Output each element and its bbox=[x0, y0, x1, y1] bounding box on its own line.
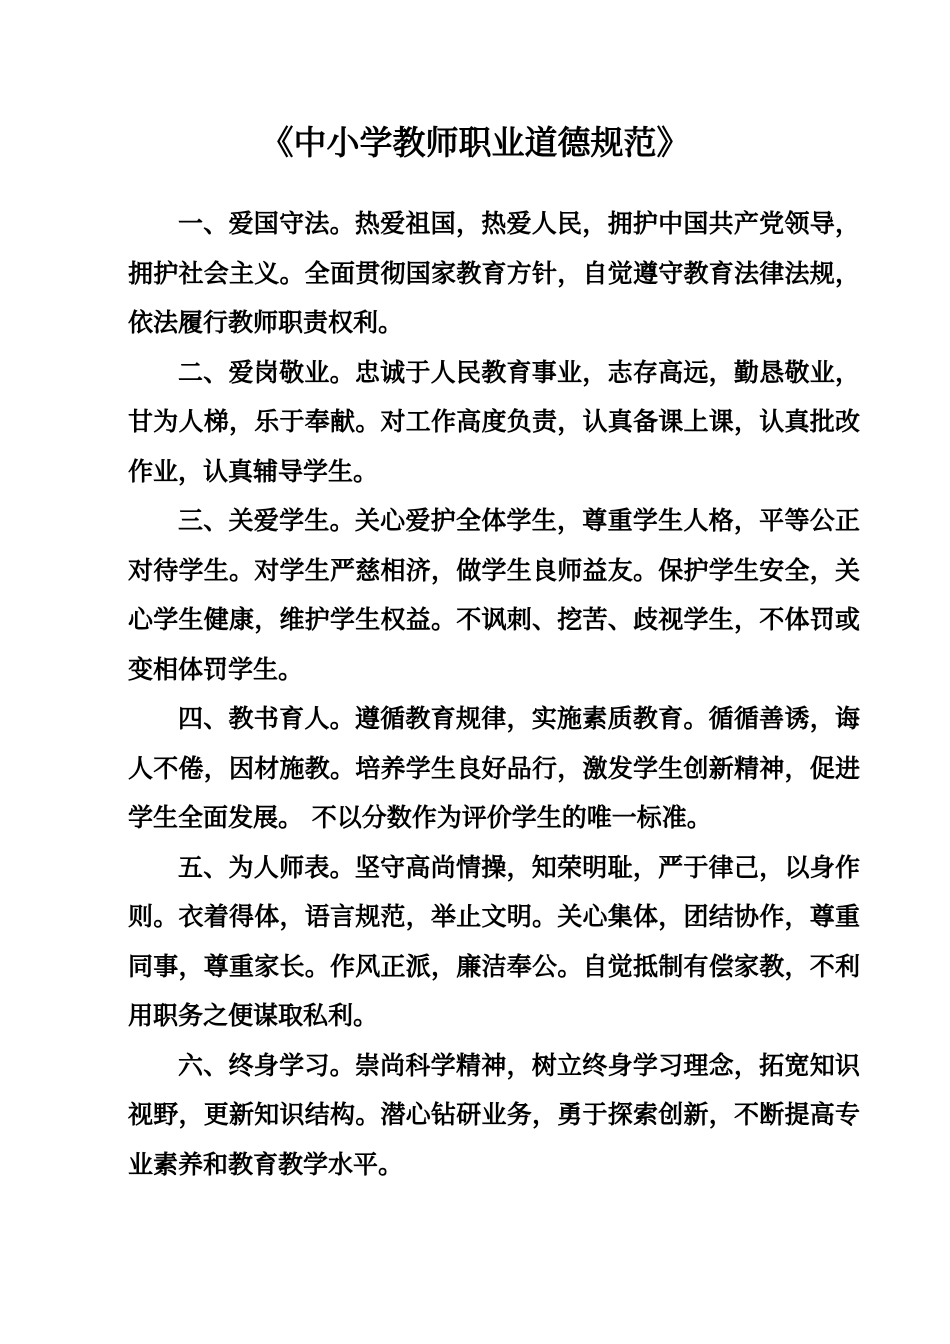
paragraph-4: 四、教书育人。遵循教育规律，实施素质教育。循循善诱，诲人不倦，因材施教。培养学生良好品行，激发学生创新精神，促进学生全面发展。 不以分数作为评价学生的唯一标准。 bbox=[128, 704, 860, 832]
paragraph-3: 三、关爱学生。关心爱护全体学生，尊重学生人格，平等公正对待学生。对学生严慈相济，做学生良师益友。保护学生安全，关心学生健康，维护学生权益。不讽刺、挖苦、歧视学生，不体罚或变相体罚学生。 bbox=[128, 506, 860, 684]
paragraph-6: 六、终身学习。崇尚科学精神，树立终身学习理念，拓宽知识视野，更新知识结构。潜心钻研业务，勇于探索创新，不断提高专业素养和教育教学水平。 bbox=[128, 1050, 860, 1179]
document-body bbox=[128, 199, 860, 1189]
paragraph-1: 一、爱国守法。热爱祖国，热爱人民，拥护中国共产党领导，拥护社会主义。全面贯彻国家教育方针，自觉遵守教育法律法规，依法履行教师职责权利。 bbox=[128, 209, 860, 337]
paragraph-5: 五、为人师表。坚守高尚情操，知荣明耻，严于律己，以身作则。衣着得体，语言规范，举止文明。关心集体，团结协作，尊重同事，尊重家长。作风正派，廉洁奉公。自觉抵制有偿家教，不利用职务之便谋取私利。 bbox=[128, 852, 860, 1030]
paragraph-2: 二、爱岗敬业。忠诚于人民教育事业，志存高远，勤恳敬业，甘为人梯，乐于奉献。对工作高度负责，认真备课上课，认真批改作业，认真辅导学生。 bbox=[128, 357, 860, 486]
document-title: 《中小学教师职业道德规范》 bbox=[260, 123, 690, 162]
